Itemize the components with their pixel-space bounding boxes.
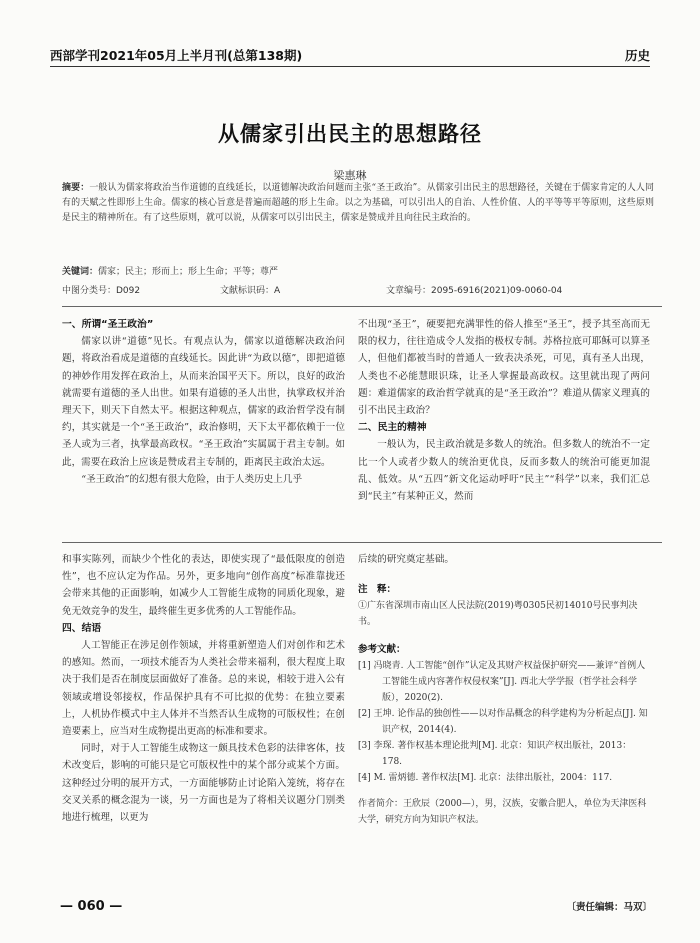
reference-item: [3] 李琛. 著作权基本理论批判[M]. 北京：知识产权出版社，2013：178. — [358, 741, 632, 768]
paragraph: 人工智能正在涉足创作领域，并将重新塑造人们对创作和艺术的感知。然而，一项技术能否为人类社会带来福利，很大程度上取决于我们是否在制度层面做好了准备。总的来说，相较于进入公有领域或增设邻接权，作品保护具有不可比拟的优势：在独立要素上，人机协作模式中主人体并不当然否认生成物的可版权性；在创造要素上，应当对生成物提出更高的标准和要求。 — [62, 640, 345, 738]
article-title: 从儒家引出民主的思想路径 — [218, 122, 482, 146]
author-name: 梁惠琳 — [333, 169, 367, 182]
abstract — [62, 181, 654, 226]
paragraph: 不出现“圣王”，硬要把充满罪性的俗人推至“圣王”，授予其至高而无限的权力，往往造成令人发指的极权专制。苏格拉底可耶稣可以算圣人，但他们都被当时的普通人一致表决杀死，可见，真有圣人出现，人类也不必能慧眼识珠，让圣人掌握最高政权。这里就出现了两问题：难道儒家的政治哲学就真的是“圣王政治”？难道从儒家义理真的引不出民主政治？ — [358, 319, 650, 417]
bottom-left-column — [62, 551, 345, 881]
section-heading-4: 四、结语 — [62, 622, 102, 634]
responsible-editor: 〔责任编辑：马双〕 — [566, 902, 652, 913]
notes-heading: 注 释： — [358, 584, 397, 596]
section-heading-1: 一、所谓“圣王政治” — [62, 319, 154, 330]
article-number: 文章编号：2095-6916(2021)09-0060-04 — [386, 286, 563, 296]
abstract-text: 一般认为儒家将政治当作道德的直线延长，以道德解决政治问题而主张“圣王政治”。从儒家引出民主的思想路径，关键在于儒家肯定的人人同有的天赋之性即形上生命。儒家的核心旨意是普遍而超越的形上生命。以之为基础，可以引出人的自治、人性价值、人的平等等平等原则，这些原则是民主的精神所在。有了这些原则，就可以说，从儒家可以引出民主，儒家是赞成并且向往民主政治的。 — [62, 183, 654, 223]
references-heading: 参考文献： — [358, 644, 406, 656]
journal-name: 西部学刊2021年05月上半月刊(总第138期) — [50, 48, 303, 63]
divider-middle — [62, 542, 662, 543]
paragraph: 一般认为，民主政治就是多数人的统治。但多数人的统治不一定比一个人或者少数人的统治更优良，反而多数人的统治可能更加混乱、低效。从“五四”新文化运动呼吁“民主”“科学”以来，我们汇总到“民主”有某种正义，然而 — [358, 439, 650, 503]
reference-item: [1] 冯晓青. 人工智能“创作”认定及其财产权益保护研究——兼评“首例人工智能生成内容著作权侵权案”[J]. 西北大学学报（哲学社会科学版），2020(2). — [358, 661, 646, 704]
keywords-text: 儒家；民主；形而上；形上生命；平等；尊严 — [98, 267, 279, 277]
paragraph: 和事实陈列，而缺少个性化的表达，即使实现了“最低限度的创造性”，也不应认定为作品。另外，更多地向“创作高度”标准靠拢还会带来其他的正面影响，如减少人工智能生成物的同质化现象，避免无效竞争的发生，最终催生更多优秀的人工智能作品。 — [62, 554, 345, 617]
bottom-right-column — [358, 551, 650, 886]
top-left-column — [62, 316, 345, 536]
reference-item: [2] 王坤. 论作品的独创性——以对作品概念的科学建构为分析起点[J]. 知识产权，2014(4). — [358, 709, 648, 736]
section-heading-2: 二、民主的精神 — [358, 422, 427, 434]
document-code: 文献标识码：A — [220, 286, 281, 296]
page-number: — 060 — — [60, 899, 123, 914]
top-right-column — [358, 316, 650, 536]
paragraph: 儒家以讲“道德”见长。有观点认为，儒家以道德解决政治问题，将政治看成是道德的直线延长。因此讲“为政以德”，即把道德的神妙作用发挥在政治上，从而来治国平天下。所以，良好的政治就需要有道德的圣人出世。如果有道德的圣人出世，执掌政权并治理天下，则天下自然太平。根据这种观点，儒家的政治哲学没有制约，其实就是一个“圣王政治”，政治修明，天下太平都依赖于一位圣人或为三者，执掌最高政权。“圣王政治”实属属于君主专制。如此，需要在政治上应该是赞成君主专制的，距离民主政治太远。 — [62, 336, 345, 468]
keywords-label: 关键词： — [62, 267, 99, 277]
abstract-label: 摘要： — [62, 183, 90, 193]
reference-item: [4] M. 雷炳德. 著作权法[M]. 北京：法律出版社，2004：117. — [358, 773, 613, 784]
clc-number: 中图分类号：D092 — [62, 286, 141, 296]
note-1: ①广东省深圳市南山区人民法院(2019)粤0305民初14010号民事判决书。 — [358, 601, 638, 628]
paragraph: “圣王政治”的幻想有很大危险，由于人类历史上几乎 — [81, 473, 303, 485]
keywords — [62, 264, 654, 277]
paragraph: 后续的研究奠定基础。 — [358, 554, 454, 565]
author-bio: 作者简介：王欣辰（2000—），男，汉族，安徽合肥人，单位为天津医科大学，研究方向为知识产权法。 — [358, 799, 647, 826]
section-name: 历史 — [624, 48, 650, 63]
paragraph: 同时，对于人工智能生成物这一颇具技术色彩的法律客体，技术改变后，影响的可能只是它可版权性中的某个部分或某个方面。这种经过分明的展开方式，一方面能够防止讨论陷入笼统，将存在交叉关系的概念混为一谈，另一方面也是为了将相关议题分门别类地进行梳理，以更为 — [62, 743, 345, 824]
running-header — [50, 42, 650, 67]
divider-top — [62, 306, 662, 307]
